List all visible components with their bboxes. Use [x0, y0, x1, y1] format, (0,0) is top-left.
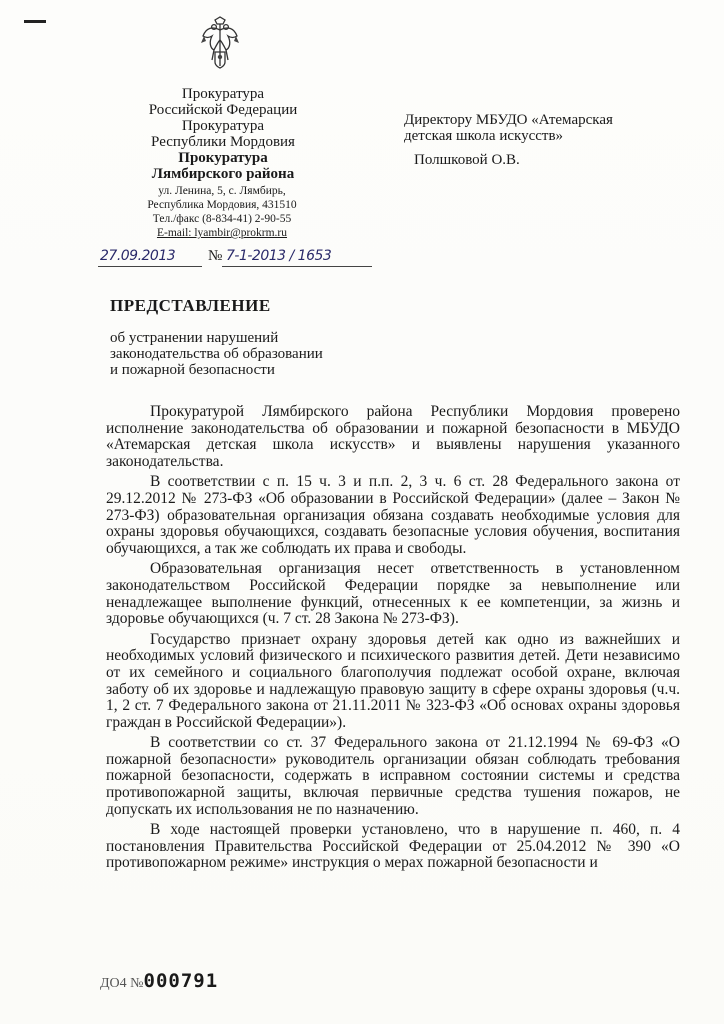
address-line: ул. Ленина, 5, с. Лямбирь, [158, 185, 286, 197]
body-paragraph: Образовательная организация несет ответственность в установленном законодательством Российской Федерации порядке за невыполнение или ненадлежащее выполнение функций, отнесенных к ее компетенции, за жизнь и здоровье обучающихся (ч. 7 ст. 28 Закона № 273-ФЗ). [106, 560, 680, 628]
body-paragraph: В соответствии с п. 15 ч. 3 и п.п. 2, 3 ч. 6 ст. 28 Федерального закона от 29.12.2012 № 273-ФЗ «Об образовании в Российской Федерации» (далее – Закон № 273-ФЗ) образовательная организация обязана создавать необходимые условия для охраны здоровья обучающихся, создавать безопасные условия обучения, воспитания обучающихся, а так же соблюдать их права и свободы. [106, 473, 680, 557]
subject-line: законодательства об образовании [110, 346, 323, 362]
sender-header [118, 86, 328, 182]
coat-of-arms-emblem-icon [200, 16, 240, 74]
header-line: Прокуратура [178, 150, 268, 166]
body-paragraph: В ходе настоящей проверки установлено, что в нарушение п. 460, п. 4 постановления Правительства Российской Федерации от 25.04.2012 № 390 «О противопожарном режиме» инструкция о мерах пожарной безопасности и [106, 821, 680, 872]
serial-prefix: ДО4 № [100, 976, 144, 991]
document-body [106, 404, 680, 876]
sender-address [132, 184, 312, 240]
body-paragraph: В соответствии со ст. 37 Федерального закона от 21.12.1994 № 69-ФЗ «О пожарной безопасности» руководитель организации обязан соблюдать требования пожарной безопасности, содержать в исправном состоянии системы и средства противопожарной защиты, включая первичные средства тушения пожаров, не допускать их использования не по назначению. [106, 734, 680, 818]
address-line: Республика Мордовия, 431510 [147, 199, 297, 211]
subject-line: и пожарной безопасности [110, 362, 275, 378]
email-link[interactable]: E-mail: lyambir@prokrm.ru [156, 227, 288, 239]
document-subject [110, 330, 370, 378]
body-paragraph: Государство признает охрану здоровья детей как одно из важнейших и необходимых условий физического и психического развития детей. Дети независимо от их семейного и социального благополучия подлежат особой охране, включая заботу об их здоровье и надлежащую правовую защиту в сфере охраны здоровья (ч.ч. 1, 2 ст. 7 Федерального закона от 21.11.2011 № 323-ФЗ «Об основах охраны здоровья граждан в Российской Федерации»). [106, 630, 680, 731]
header-line: Республики Мордовия [151, 134, 295, 150]
header-line: Лямбирского района [151, 166, 295, 182]
header-line: Российской Федерации [148, 102, 298, 118]
registration-number: 7-1-2013 / 1653 [226, 248, 332, 264]
registration-date: 27.09.2013 [100, 248, 176, 264]
recipient-name: Полшковой О.В. [414, 152, 520, 168]
recipient-position: детская школа искусств» [404, 128, 564, 144]
date-underline [98, 266, 202, 267]
recipient-block [404, 112, 684, 144]
subject-line: об устранении нарушений [110, 330, 279, 346]
page-edge-mark [24, 20, 46, 23]
header-line: Прокуратура [181, 118, 265, 134]
address-line: Тел./факс (8-834-41) 2-90-55 [152, 213, 292, 225]
number-underline [222, 266, 372, 267]
recipient-position: Директору МБУДО «Атемарская [404, 112, 613, 128]
form-serial-number [100, 970, 218, 992]
registration-number-label: № [208, 248, 223, 264]
header-line: Прокуратура [181, 86, 265, 102]
registration-line [98, 246, 378, 272]
body-paragraph: Прокуратурой Лямбирского района Республики Мордовия проверено исполнение законодательства об образовании и пожарной безопасности в МБУДО «Атемарская детская школа искусств» и выявлены нарушения указанного законодательства. [106, 403, 680, 470]
document-title: ПРЕДСТАВЛЕНИЕ [110, 296, 271, 315]
serial-number: 000791 [143, 970, 219, 992]
